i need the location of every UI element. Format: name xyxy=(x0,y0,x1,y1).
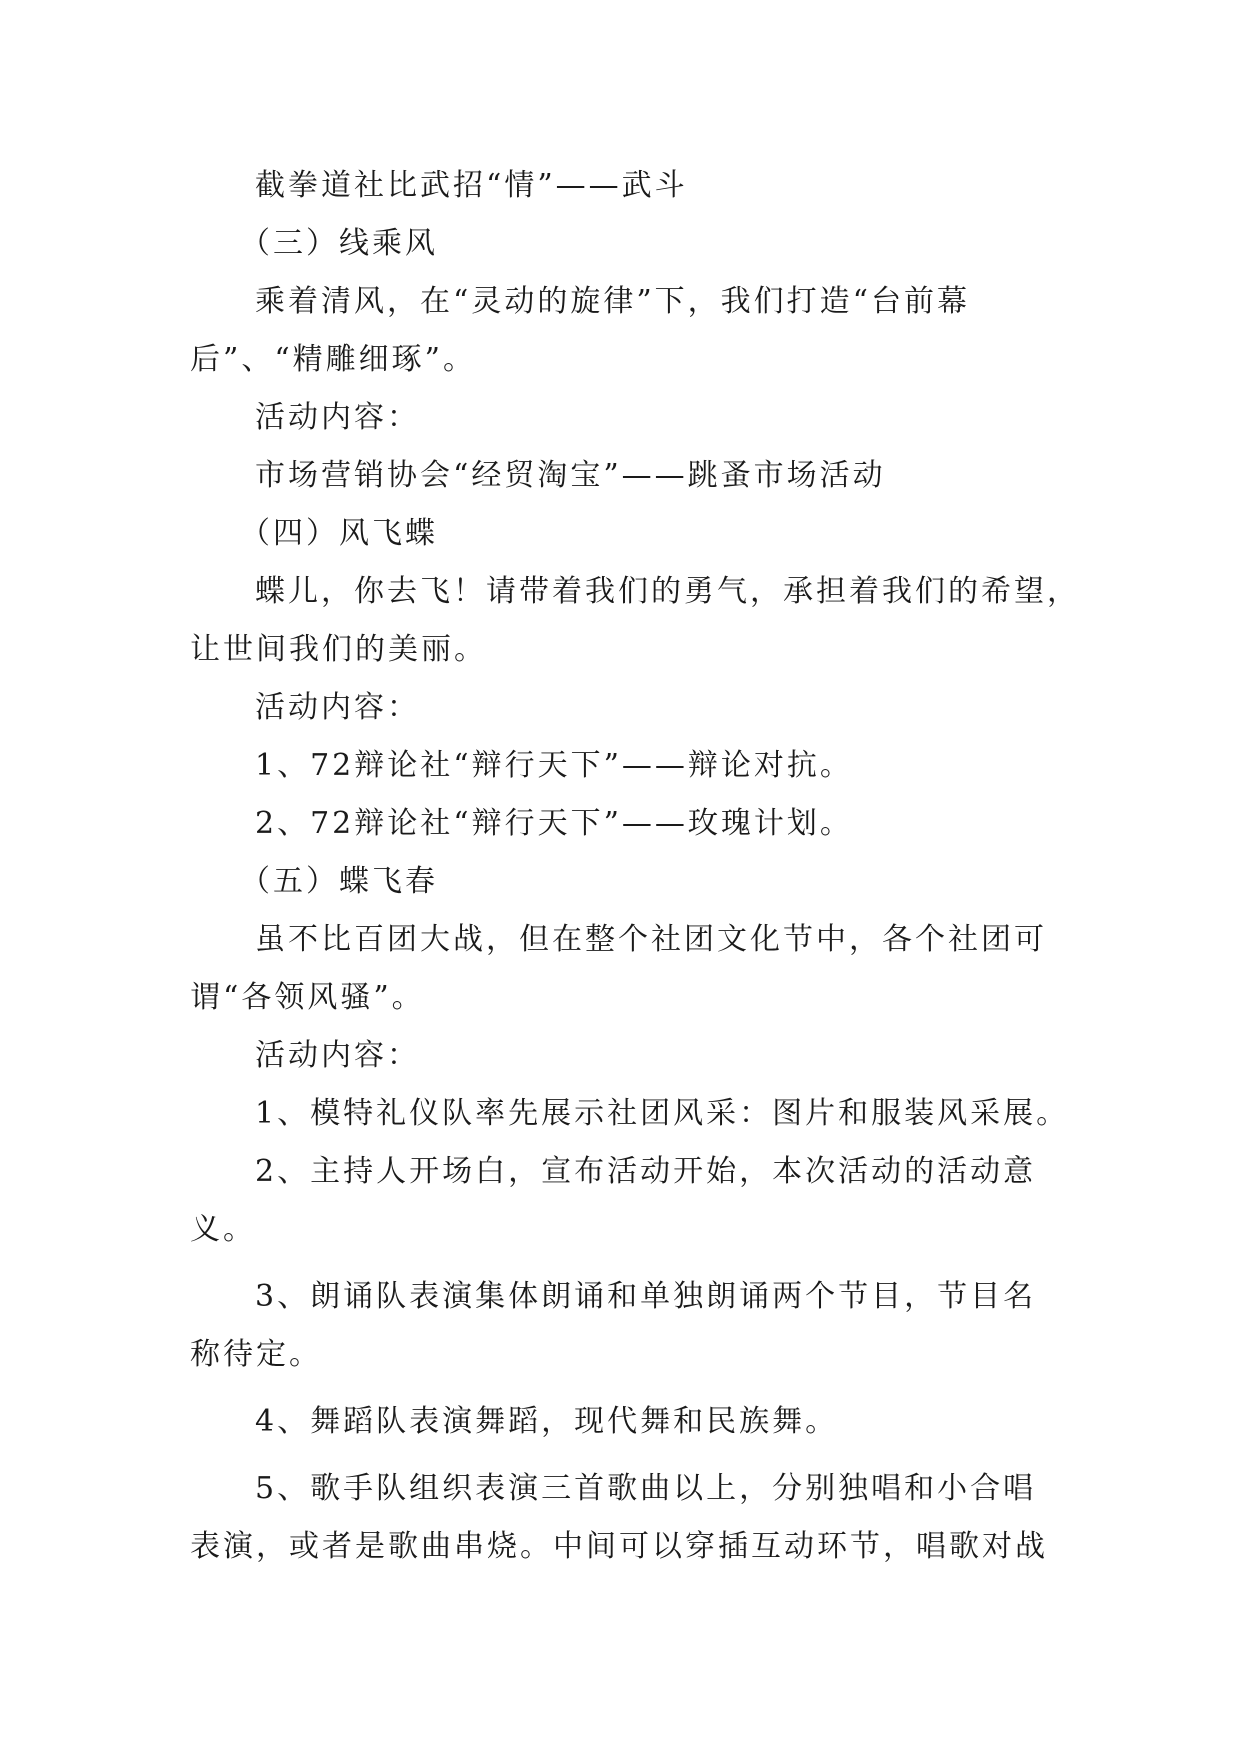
spacer xyxy=(190,1259,1050,1268)
spacer xyxy=(190,1451,1050,1460)
paragraph-line: 让世间我们的美丽。 xyxy=(190,632,487,667)
text-line: 市场营销协会“经贸淘宝”——跳蚤市场活动 xyxy=(255,458,886,493)
document-body xyxy=(190,157,1080,1576)
activity-label: 活动内容： xyxy=(255,1038,420,1073)
list-item: 2、主持人开场白，宣布活动开始，本次活动的活动意 xyxy=(255,1154,1037,1189)
activity-label: 活动内容： xyxy=(255,690,420,725)
list-item: 4、舞蹈队表演舞蹈，现代舞和民族舞。 xyxy=(255,1404,839,1439)
list-item: 1、72辩论社“辩行天下”——辩论对抗。 xyxy=(255,748,853,783)
list-item: 1、模特礼仪队率先展示社团风采：图片和服装风采展。 xyxy=(255,1096,1070,1131)
list-item-continuation: 表演，或者是歌曲串烧。中间可以穿插互动环节，唱歌对战 xyxy=(190,1529,1048,1564)
text-line: 截拳道社比武招“情”——武斗 xyxy=(255,168,688,203)
list-item-continuation: 义。 xyxy=(190,1212,256,1247)
paragraph-line: 虽不比百团大战，但在整个社团文化节中，各个社团可 xyxy=(255,922,1047,957)
paragraph-line: 谓“各领风骚”。 xyxy=(190,980,425,1015)
list-item-continuation: 称待定。 xyxy=(190,1337,322,1372)
spacer xyxy=(190,1384,1050,1393)
paragraph-line: 乘着清风，在“灵动的旋律”下，我们打造“台前幕 xyxy=(255,284,971,319)
list-item: 3、朗诵队表演集体朗诵和单独朗诵两个节目，节目名 xyxy=(255,1279,1037,1314)
section-heading: （四）风飞蝶 xyxy=(240,516,438,551)
section-heading: （三）线乘风 xyxy=(240,226,438,261)
paragraph-line: 蝶儿，你去飞！请带着我们的勇气，承担着我们的希望， xyxy=(255,574,1080,609)
list-item: 5、歌手队组织表演三首歌曲以上，分别独唱和小合唱 xyxy=(255,1471,1037,1506)
activity-label: 活动内容： xyxy=(255,400,420,435)
section-heading: （五）蝶飞春 xyxy=(240,864,438,899)
list-item: 2、72辩论社“辩行天下”——玫瑰计划。 xyxy=(255,806,853,841)
paragraph-line: 后”、“精雕细琢”。 xyxy=(190,342,477,377)
